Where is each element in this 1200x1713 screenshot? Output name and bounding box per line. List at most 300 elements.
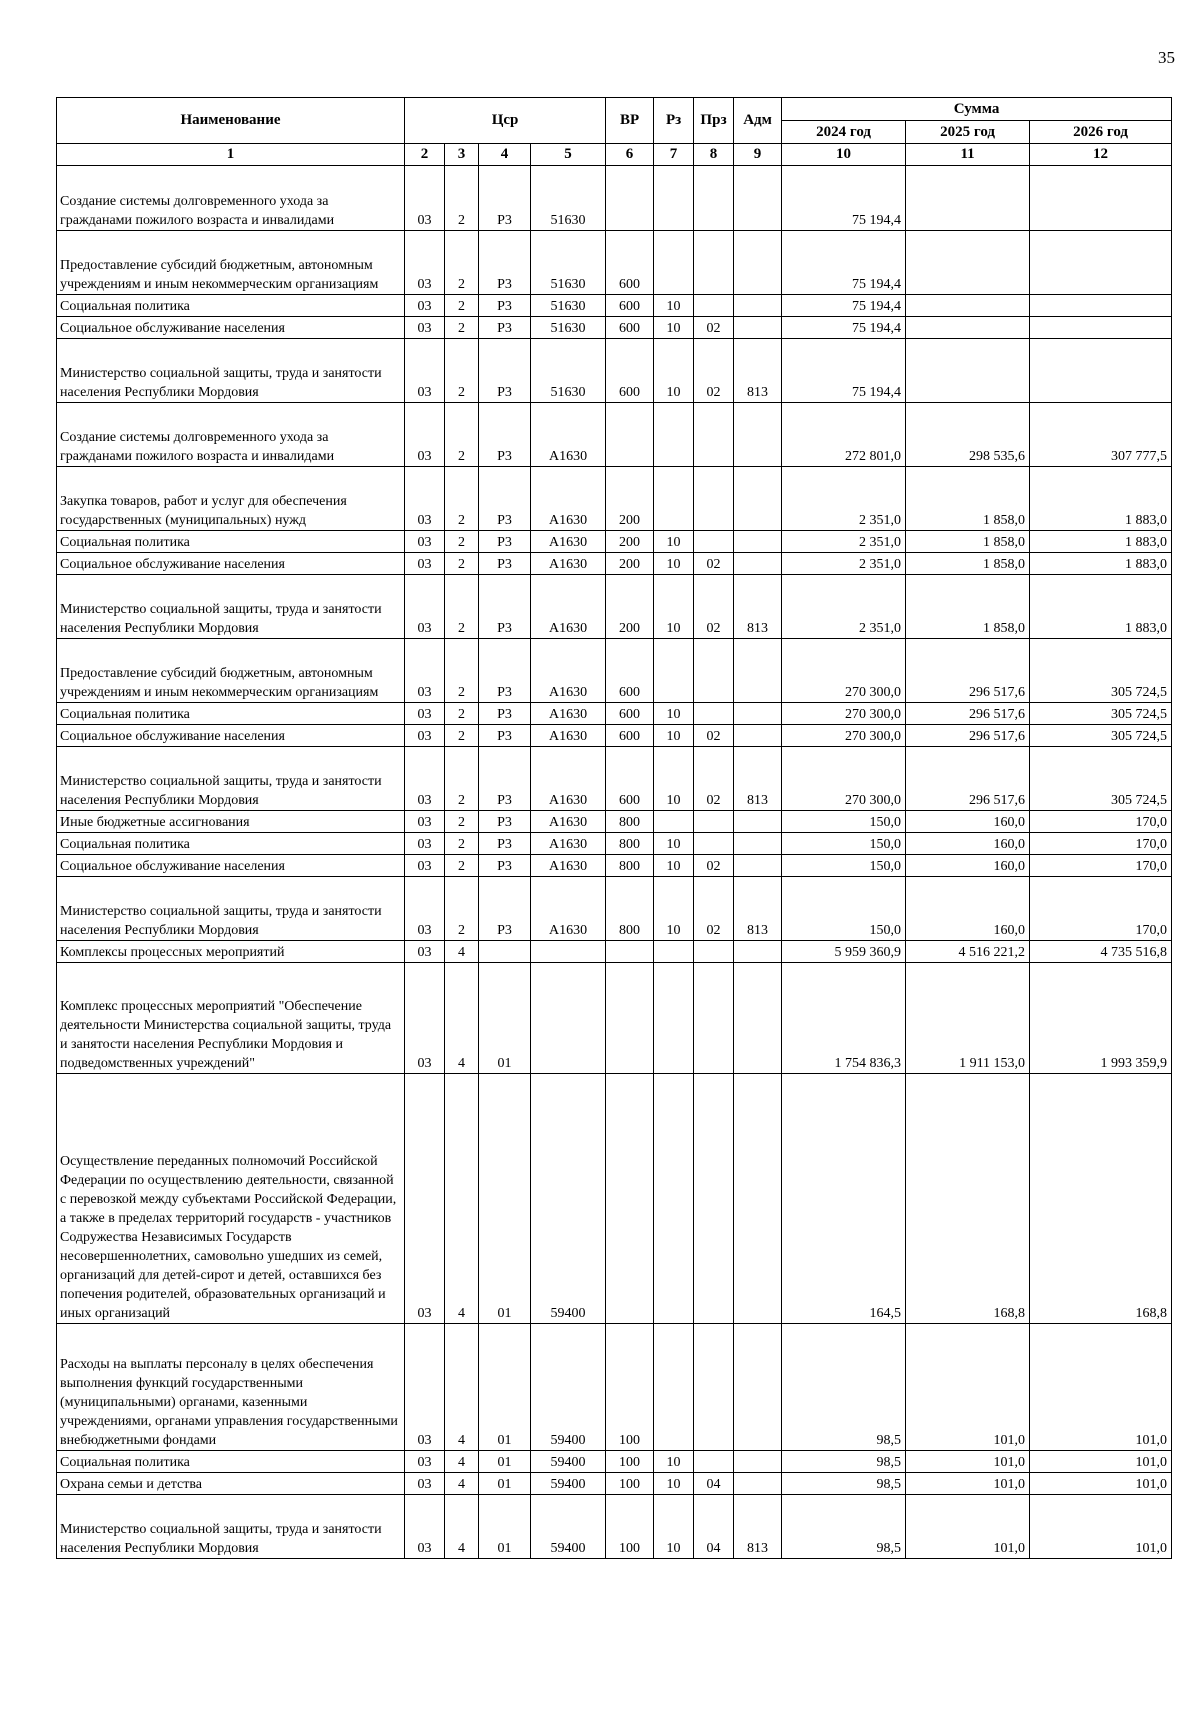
- csr-program: 03: [405, 575, 445, 639]
- rz-code: 10: [654, 725, 694, 747]
- csr-project: Р3: [479, 575, 531, 639]
- csr-type: 2: [445, 467, 479, 531]
- adm-code: [734, 941, 782, 963]
- csr-type: 2: [445, 833, 479, 855]
- row-name: Комплекс процессных мероприятий "Обеспечение деятельности Министерства социальной защиты, труда и занятости населения Республики Мордовия и подведомственных учреждений": [57, 963, 405, 1074]
- vr-code: [606, 963, 654, 1074]
- rz-code: 10: [654, 1451, 694, 1473]
- prz-code: 02: [694, 575, 734, 639]
- amount-2024: 1 754 836,3: [782, 963, 906, 1074]
- csr-project: Р3: [479, 811, 531, 833]
- row-name: Иные бюджетные ассигнования: [57, 811, 405, 833]
- vr-code: 800: [606, 811, 654, 833]
- col-number: 2: [405, 144, 445, 166]
- csr-project: Р3: [479, 467, 531, 531]
- prz-code: [694, 811, 734, 833]
- vr-code: [606, 166, 654, 231]
- amount-2025: 101,0: [906, 1473, 1030, 1495]
- prz-code: [694, 1324, 734, 1451]
- vr-code: 200: [606, 467, 654, 531]
- amount-2024: 270 300,0: [782, 747, 906, 811]
- table-body: [57, 166, 1172, 1559]
- csr-project: Р3: [479, 855, 531, 877]
- csr-program: 03: [405, 877, 445, 941]
- adm-code: [734, 403, 782, 467]
- table-row: [57, 1495, 1172, 1559]
- table-row: [57, 963, 1172, 1074]
- rz-code: 10: [654, 553, 694, 575]
- adm-code: 813: [734, 575, 782, 639]
- adm-code: [734, 811, 782, 833]
- amount-2024: 164,5: [782, 1074, 906, 1324]
- adm-code: [734, 639, 782, 703]
- csr-direction: 59400: [531, 1473, 606, 1495]
- amount-2025: 160,0: [906, 833, 1030, 855]
- amount-2025: [906, 317, 1030, 339]
- row-name: Министерство социальной защиты, труда и занятости населения Республики Мордовия: [57, 747, 405, 811]
- amount-2024: 75 194,4: [782, 295, 906, 317]
- table-row: [57, 575, 1172, 639]
- vr-code: 600: [606, 703, 654, 725]
- amount-2024: 270 300,0: [782, 725, 906, 747]
- amount-2024: 2 351,0: [782, 467, 906, 531]
- col-number: 4: [479, 144, 531, 166]
- page-number: 35: [1158, 48, 1175, 67]
- csr-program: 03: [405, 1074, 445, 1324]
- table-row: [57, 166, 1172, 231]
- row-name: Министерство социальной защиты, труда и занятости населения Республики Мордовия: [57, 575, 405, 639]
- rz-code: 10: [654, 317, 694, 339]
- csr-direction: А1630: [531, 855, 606, 877]
- rz-code: 10: [654, 833, 694, 855]
- amount-2024: 150,0: [782, 811, 906, 833]
- csr-direction: А1630: [531, 833, 606, 855]
- adm-code: [734, 833, 782, 855]
- amount-2025: [906, 339, 1030, 403]
- csr-direction: А1630: [531, 703, 606, 725]
- rz-code: 10: [654, 295, 694, 317]
- amount-2026: [1030, 295, 1172, 317]
- rz-code: 10: [654, 855, 694, 877]
- csr-program: 03: [405, 231, 445, 295]
- rz-code: [654, 639, 694, 703]
- row-name: Социальная политика: [57, 531, 405, 553]
- amount-2026: 307 777,5: [1030, 403, 1172, 467]
- vr-code: 600: [606, 231, 654, 295]
- prz-code: [694, 703, 734, 725]
- rz-code: 10: [654, 747, 694, 811]
- table-row: [57, 833, 1172, 855]
- amount-2026: [1030, 339, 1172, 403]
- amount-2025: [906, 295, 1030, 317]
- csr-program: 03: [405, 833, 445, 855]
- header-sum: Сумма: [782, 98, 1172, 121]
- amount-2024: 75 194,4: [782, 166, 906, 231]
- amount-2026: 4 735 516,8: [1030, 941, 1172, 963]
- table-row: [57, 339, 1172, 403]
- csr-project: Р3: [479, 295, 531, 317]
- vr-code: 800: [606, 877, 654, 941]
- csr-program: 03: [405, 811, 445, 833]
- prz-code: [694, 963, 734, 1074]
- prz-code: [694, 1451, 734, 1473]
- header-csr: Цср: [405, 98, 606, 144]
- amount-2024: 2 351,0: [782, 531, 906, 553]
- row-name: Социальное обслуживание населения: [57, 725, 405, 747]
- csr-project: Р3: [479, 877, 531, 941]
- col-number: 3: [445, 144, 479, 166]
- col-number: 5: [531, 144, 606, 166]
- csr-project: Р3: [479, 339, 531, 403]
- vr-code: 600: [606, 747, 654, 811]
- csr-program: 03: [405, 725, 445, 747]
- adm-code: [734, 553, 782, 575]
- csr-direction: А1630: [531, 811, 606, 833]
- amount-2026: 168,8: [1030, 1074, 1172, 1324]
- csr-project: 01: [479, 1324, 531, 1451]
- adm-code: [734, 1451, 782, 1473]
- csr-type: 2: [445, 725, 479, 747]
- adm-code: [734, 166, 782, 231]
- csr-project: 01: [479, 1451, 531, 1473]
- amount-2025: 1 858,0: [906, 531, 1030, 553]
- csr-direction: А1630: [531, 747, 606, 811]
- amount-2026: 170,0: [1030, 833, 1172, 855]
- adm-code: [734, 467, 782, 531]
- csr-direction: 51630: [531, 231, 606, 295]
- vr-code: 200: [606, 553, 654, 575]
- csr-project: Р3: [479, 531, 531, 553]
- amount-2024: 75 194,4: [782, 231, 906, 295]
- vr-code: 100: [606, 1324, 654, 1451]
- csr-project: Р3: [479, 231, 531, 295]
- csr-project: Р3: [479, 166, 531, 231]
- prz-code: [694, 639, 734, 703]
- amount-2026: 1 883,0: [1030, 467, 1172, 531]
- row-name: Закупка товаров, работ и услуг для обеспечения государственных (муниципальных) нужд: [57, 467, 405, 531]
- amount-2025: 4 516 221,2: [906, 941, 1030, 963]
- amount-2026: 305 724,5: [1030, 703, 1172, 725]
- amount-2025: 101,0: [906, 1451, 1030, 1473]
- adm-code: [734, 1074, 782, 1324]
- csr-project: [479, 941, 531, 963]
- budget-table: [56, 97, 1172, 1559]
- csr-direction: 59400: [531, 1451, 606, 1473]
- table-row: [57, 295, 1172, 317]
- csr-project: 01: [479, 963, 531, 1074]
- rz-code: 10: [654, 339, 694, 403]
- csr-type: 2: [445, 403, 479, 467]
- csr-type: 2: [445, 575, 479, 639]
- vr-code: 600: [606, 339, 654, 403]
- row-name: Министерство социальной защиты, труда и занятости населения Республики Мордовия: [57, 339, 405, 403]
- row-name: Создание системы долговременного ухода за гражданами пожилого возраста и инвалидами: [57, 166, 405, 231]
- csr-program: 03: [405, 295, 445, 317]
- amount-2026: 101,0: [1030, 1324, 1172, 1451]
- vr-code: 200: [606, 531, 654, 553]
- csr-program: 03: [405, 553, 445, 575]
- amount-2025: 1 858,0: [906, 467, 1030, 531]
- adm-code: [734, 725, 782, 747]
- adm-code: [734, 855, 782, 877]
- rz-code: [654, 166, 694, 231]
- amount-2026: 101,0: [1030, 1451, 1172, 1473]
- amount-2025: 160,0: [906, 811, 1030, 833]
- csr-direction: [531, 963, 606, 1074]
- vr-code: 800: [606, 833, 654, 855]
- row-name: Расходы на выплаты персоналу в целях обеспечения выполнения функций государственными (муниципальными) органами, казенными учреждениями, органами управления государственными внебюджетными фондами: [57, 1324, 405, 1451]
- header-year-2026: 2026 год: [1030, 121, 1172, 144]
- rz-code: 10: [654, 575, 694, 639]
- table-row: [57, 403, 1172, 467]
- row-name: Осуществление переданных полномочий Российской Федерации по осуществлению деятельности, связанной с перевозкой между субъектами Российской Федерации, а также в пределах территорий государств - участников Содружества Независимых Государств несовершеннолетних, самовольно ушедших из семей, организаций для детей-сирот и детей, оставшихся без попечения родителей, образовательных организаций и иных организаций: [57, 1074, 405, 1324]
- header-year-2025: 2025 год: [906, 121, 1030, 144]
- rz-code: [654, 941, 694, 963]
- prz-code: [694, 1074, 734, 1324]
- prz-code: 02: [694, 877, 734, 941]
- header-name: Наименование: [57, 98, 405, 144]
- table-row: [57, 941, 1172, 963]
- amount-2026: 170,0: [1030, 877, 1172, 941]
- csr-project: 01: [479, 1074, 531, 1324]
- csr-direction: А1630: [531, 531, 606, 553]
- prz-code: [694, 231, 734, 295]
- amount-2026: [1030, 317, 1172, 339]
- prz-code: 02: [694, 747, 734, 811]
- prz-code: 02: [694, 317, 734, 339]
- amount-2024: 5 959 360,9: [782, 941, 906, 963]
- rz-code: [654, 1324, 694, 1451]
- rz-code: 10: [654, 1473, 694, 1495]
- csr-program: 03: [405, 403, 445, 467]
- prz-code: [694, 941, 734, 963]
- csr-direction: 59400: [531, 1324, 606, 1451]
- row-name: Социальная политика: [57, 295, 405, 317]
- row-name: Социальная политика: [57, 703, 405, 725]
- amount-2026: 170,0: [1030, 855, 1172, 877]
- col-number: 9: [734, 144, 782, 166]
- row-name: Создание системы долговременного ухода за гражданами пожилого возраста и инвалидами: [57, 403, 405, 467]
- csr-project: 01: [479, 1495, 531, 1559]
- amount-2025: 1 858,0: [906, 575, 1030, 639]
- csr-project: Р3: [479, 703, 531, 725]
- adm-code: 813: [734, 877, 782, 941]
- prz-code: [694, 833, 734, 855]
- csr-program: 03: [405, 1473, 445, 1495]
- csr-direction: [531, 941, 606, 963]
- amount-2024: 150,0: [782, 877, 906, 941]
- prz-code: [694, 467, 734, 531]
- adm-code: [734, 295, 782, 317]
- prz-code: 02: [694, 855, 734, 877]
- csr-project: Р3: [479, 553, 531, 575]
- prz-code: 02: [694, 725, 734, 747]
- csr-type: 4: [445, 1324, 479, 1451]
- table-row: [57, 1473, 1172, 1495]
- amount-2024: 2 351,0: [782, 575, 906, 639]
- table-row: [57, 811, 1172, 833]
- adm-code: [734, 231, 782, 295]
- prz-code: [694, 295, 734, 317]
- row-name: Социальное обслуживание населения: [57, 553, 405, 575]
- amount-2024: 98,5: [782, 1495, 906, 1559]
- amount-2025: 1 858,0: [906, 553, 1030, 575]
- csr-type: 2: [445, 811, 479, 833]
- csr-program: 03: [405, 963, 445, 1074]
- amount-2024: 98,5: [782, 1451, 906, 1473]
- csr-direction: А1630: [531, 553, 606, 575]
- amount-2026: 1 883,0: [1030, 575, 1172, 639]
- amount-2024: 272 801,0: [782, 403, 906, 467]
- amount-2025: 296 517,6: [906, 639, 1030, 703]
- csr-direction: 51630: [531, 317, 606, 339]
- csr-project: Р3: [479, 833, 531, 855]
- csr-type: 2: [445, 317, 479, 339]
- prz-code: [694, 531, 734, 553]
- csr-program: 03: [405, 941, 445, 963]
- vr-code: 600: [606, 639, 654, 703]
- rz-code: [654, 467, 694, 531]
- csr-type: 4: [445, 963, 479, 1074]
- adm-code: 813: [734, 339, 782, 403]
- csr-program: 03: [405, 855, 445, 877]
- amount-2024: 150,0: [782, 833, 906, 855]
- row-name: Социальная политика: [57, 1451, 405, 1473]
- vr-code: 100: [606, 1473, 654, 1495]
- csr-direction: 51630: [531, 295, 606, 317]
- table-row: [57, 877, 1172, 941]
- csr-program: 03: [405, 339, 445, 403]
- table-row: [57, 231, 1172, 295]
- table-row: [57, 703, 1172, 725]
- amount-2024: 150,0: [782, 855, 906, 877]
- table-row: [57, 855, 1172, 877]
- amount-2025: 1 911 153,0: [906, 963, 1030, 1074]
- amount-2026: [1030, 231, 1172, 295]
- csr-direction: А1630: [531, 575, 606, 639]
- vr-code: [606, 941, 654, 963]
- row-name: Министерство социальной защиты, труда и занятости населения Республики Мордовия: [57, 877, 405, 941]
- col-number: 11: [906, 144, 1030, 166]
- csr-direction: А1630: [531, 639, 606, 703]
- vr-code: 800: [606, 855, 654, 877]
- row-name: Охрана семьи и детства: [57, 1473, 405, 1495]
- amount-2024: 98,5: [782, 1324, 906, 1451]
- csr-project: Р3: [479, 317, 531, 339]
- col-number: 1: [57, 144, 405, 166]
- amount-2026: 170,0: [1030, 811, 1172, 833]
- col-number: 7: [654, 144, 694, 166]
- adm-code: [734, 1473, 782, 1495]
- row-name: Министерство социальной защиты, труда и занятости населения Республики Мордовия: [57, 1495, 405, 1559]
- rz-code: [654, 403, 694, 467]
- adm-code: [734, 1324, 782, 1451]
- table-row: [57, 1324, 1172, 1451]
- csr-type: 4: [445, 1074, 479, 1324]
- prz-code: 04: [694, 1473, 734, 1495]
- adm-code: 813: [734, 747, 782, 811]
- adm-code: [734, 317, 782, 339]
- vr-code: [606, 403, 654, 467]
- vr-code: 100: [606, 1451, 654, 1473]
- rz-code: [654, 811, 694, 833]
- row-name: Предоставление субсидий бюджетным, автономным учреждениям и иным некоммерческим организациям: [57, 639, 405, 703]
- amount-2025: 160,0: [906, 855, 1030, 877]
- csr-type: 2: [445, 703, 479, 725]
- csr-type: 2: [445, 855, 479, 877]
- csr-type: 2: [445, 531, 479, 553]
- rz-code: 10: [654, 531, 694, 553]
- header-year-2024: 2024 год: [782, 121, 906, 144]
- csr-program: 03: [405, 639, 445, 703]
- csr-type: 4: [445, 1495, 479, 1559]
- vr-code: 100: [606, 1495, 654, 1559]
- amount-2025: [906, 166, 1030, 231]
- csr-type: 2: [445, 553, 479, 575]
- row-name: Социальная политика: [57, 833, 405, 855]
- row-name: Социальное обслуживание населения: [57, 317, 405, 339]
- col-number: 10: [782, 144, 906, 166]
- row-name: Социальное обслуживание населения: [57, 855, 405, 877]
- csr-project: 01: [479, 1473, 531, 1495]
- amount-2025: 296 517,6: [906, 725, 1030, 747]
- csr-type: 4: [445, 1473, 479, 1495]
- row-name: Комплексы процессных мероприятий: [57, 941, 405, 963]
- rz-code: 10: [654, 1495, 694, 1559]
- table-row: [57, 1074, 1172, 1324]
- amount-2024: 75 194,4: [782, 339, 906, 403]
- csr-program: 03: [405, 1451, 445, 1473]
- csr-program: 03: [405, 166, 445, 231]
- header-adm: Адм: [734, 98, 782, 144]
- rz-code: 10: [654, 703, 694, 725]
- csr-program: 03: [405, 747, 445, 811]
- csr-project: Р3: [479, 403, 531, 467]
- amount-2025: 168,8: [906, 1074, 1030, 1324]
- csr-type: 2: [445, 166, 479, 231]
- rz-code: 10: [654, 877, 694, 941]
- vr-code: 600: [606, 317, 654, 339]
- csr-direction: А1630: [531, 467, 606, 531]
- csr-type: 2: [445, 339, 479, 403]
- col-number: 6: [606, 144, 654, 166]
- table-row: [57, 725, 1172, 747]
- table-row: [57, 639, 1172, 703]
- vr-code: 600: [606, 295, 654, 317]
- amount-2025: 298 535,6: [906, 403, 1030, 467]
- table-row: [57, 1451, 1172, 1473]
- amount-2025: [906, 231, 1030, 295]
- rz-code: [654, 963, 694, 1074]
- header-rz: Рз: [654, 98, 694, 144]
- amount-2026: 305 724,5: [1030, 725, 1172, 747]
- csr-direction: 51630: [531, 166, 606, 231]
- csr-direction: 59400: [531, 1495, 606, 1559]
- amount-2026: 305 724,5: [1030, 747, 1172, 811]
- amount-2026: 305 724,5: [1030, 639, 1172, 703]
- rz-code: [654, 1074, 694, 1324]
- csr-direction: 51630: [531, 339, 606, 403]
- amount-2024: 270 300,0: [782, 639, 906, 703]
- adm-code: 813: [734, 1495, 782, 1559]
- amount-2025: 160,0: [906, 877, 1030, 941]
- header-prz: Прз: [694, 98, 734, 144]
- csr-direction: А1630: [531, 403, 606, 467]
- amount-2025: 101,0: [906, 1324, 1030, 1451]
- amount-2024: 75 194,4: [782, 317, 906, 339]
- csr-program: 03: [405, 467, 445, 531]
- csr-program: 03: [405, 531, 445, 553]
